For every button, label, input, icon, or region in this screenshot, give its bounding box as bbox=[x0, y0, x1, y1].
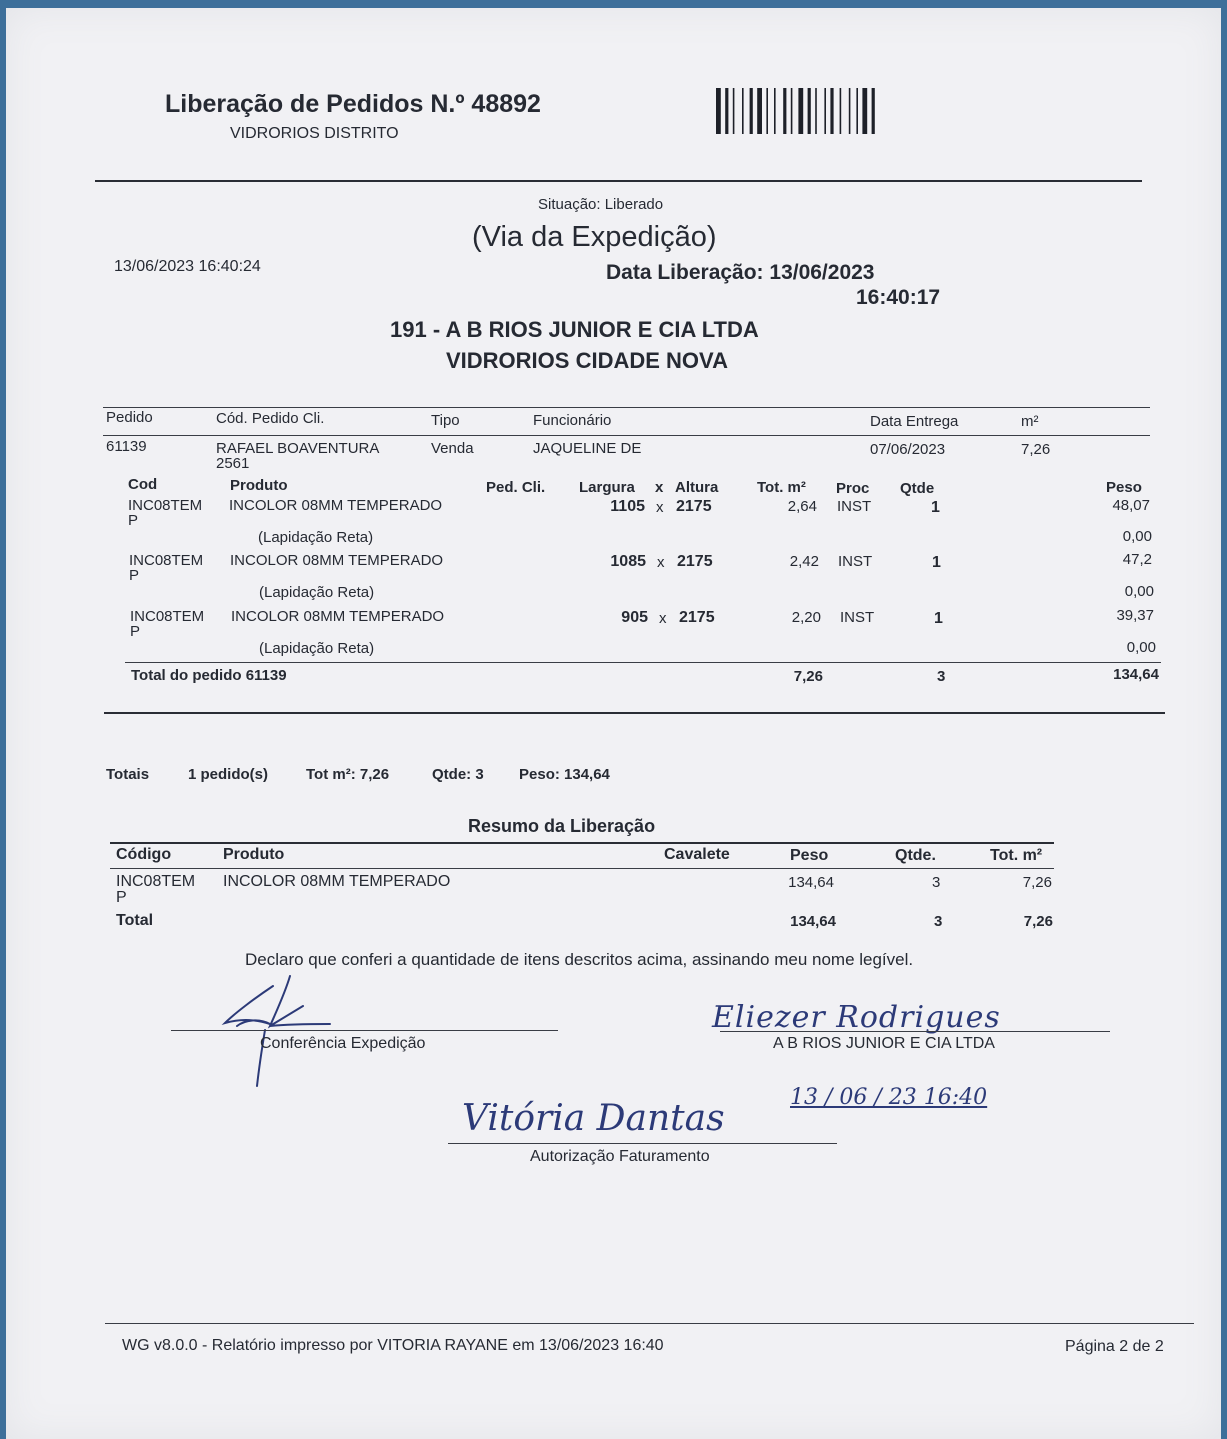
col-pedido: Pedido bbox=[106, 409, 153, 426]
summary-total-qty: 3 bbox=[934, 913, 943, 930]
copy-type: (Via da Expedição) bbox=[472, 221, 717, 253]
items-col-qtde: Qtde bbox=[900, 480, 935, 497]
summary-row-code: INC08TEM bbox=[116, 873, 196, 890]
totals-orders: 1 pedido(s) bbox=[188, 766, 269, 783]
items-col-largura: Largura bbox=[579, 479, 635, 496]
client-signature-label: A B RIOS JUNIOR E CIA LTDA bbox=[773, 1035, 995, 1052]
conferencia-signature bbox=[215, 968, 345, 1088]
items-col-x: x bbox=[655, 479, 664, 496]
summary-row-product: INCOLOR 08MM TEMPERADO bbox=[223, 873, 451, 890]
item-code: INC08TEM bbox=[128, 497, 203, 514]
printed-timestamp: 13/06/2023 16:40:24 bbox=[114, 258, 261, 275]
page-number: Página 2 de 2 bbox=[1065, 1338, 1164, 1355]
release-date: Data Liberação: 13/06/2023 bbox=[606, 261, 875, 284]
conferencia-label: Conferência Expedição bbox=[260, 1035, 426, 1052]
items-col-altura: Altura bbox=[675, 479, 719, 496]
col-funcionario: Funcionário bbox=[533, 412, 612, 429]
item-code: INC08TEM bbox=[129, 552, 204, 569]
items-col-proc: Proc bbox=[836, 480, 870, 497]
item-weight: 47,2 bbox=[1122, 551, 1152, 568]
summary-total-m2: 7,26 bbox=[1023, 913, 1053, 930]
company-name: VIDRORIOS DISTRITO bbox=[230, 125, 399, 142]
item-subdescription: (Lapidação Reta) bbox=[258, 529, 374, 546]
item-times: x bbox=[656, 499, 664, 516]
item-height: 2175 bbox=[676, 498, 712, 515]
divider bbox=[110, 868, 1054, 869]
summary-title: Resumo da Liberação bbox=[468, 816, 656, 836]
summary-total-label: Total bbox=[116, 912, 154, 929]
order-total-label: Total do pedido 61139 bbox=[131, 667, 287, 684]
summary-row-qty: 3 bbox=[932, 874, 941, 891]
summary-col-tot-m2: Tot. m² bbox=[990, 847, 1043, 864]
order-employee: JAQUELINE DE bbox=[533, 440, 642, 457]
item-times: x bbox=[659, 610, 667, 627]
item-code-cont: P bbox=[129, 567, 140, 584]
totals-label: Totais bbox=[106, 766, 150, 783]
signature-line bbox=[720, 1031, 1110, 1032]
divider bbox=[105, 1323, 1194, 1324]
item-width: 905 bbox=[621, 609, 648, 626]
item-qty: 1 bbox=[931, 499, 940, 516]
signature-line bbox=[448, 1143, 837, 1144]
signature-line bbox=[171, 1030, 558, 1031]
divider bbox=[103, 407, 1150, 408]
footer-print-info: WG v8.0.0 - Relatório impresso por VITORIA RAYANE em 13/06/2023 16:40 bbox=[122, 1337, 664, 1354]
item-sub-weight: 0,00 bbox=[1122, 528, 1152, 545]
totals-weight: Peso: 134,64 bbox=[519, 766, 610, 783]
summary-col-qtde: Qtde. bbox=[895, 847, 936, 864]
summary-col-peso: Peso bbox=[790, 847, 829, 864]
status-text: Situação: Liberado bbox=[538, 196, 664, 213]
declaration-text: Declaro que conferi a quantidade de itens descritos acima, assinando meu nome legível. bbox=[245, 950, 914, 969]
divider bbox=[125, 662, 1161, 663]
summary-col-produto: Produto bbox=[223, 846, 285, 863]
summary-row-weight: 134,64 bbox=[788, 874, 834, 891]
col-data-entrega: Data Entrega bbox=[870, 413, 959, 430]
item-width: 1105 bbox=[610, 498, 645, 515]
item-weight: 48,07 bbox=[1112, 497, 1150, 514]
order-client-ref-2: 2561 bbox=[216, 455, 250, 472]
order-type: Venda bbox=[431, 440, 474, 457]
divider bbox=[103, 435, 1150, 436]
release-time: 16:40:17 bbox=[856, 286, 941, 309]
handwritten-date: 13 / 06 / 23 16:40 bbox=[790, 1085, 988, 1110]
order-m2: 7,26 bbox=[1021, 441, 1051, 458]
client-handwritten-signature: Eliezer Rodrigues bbox=[712, 1000, 1001, 1035]
item-product: INCOLOR 08MM TEMPERADO bbox=[229, 497, 443, 514]
order-total-m2: 7,26 bbox=[793, 668, 823, 685]
item-qty: 1 bbox=[934, 610, 943, 627]
item-code-cont: P bbox=[130, 623, 141, 640]
autorizacao-handwritten-signature: Vitória Dantas bbox=[462, 1098, 725, 1139]
item-sub-weight: 0,00 bbox=[1126, 639, 1156, 656]
item-m2: 2,20 bbox=[791, 609, 821, 626]
items-col-tot-m2: Tot. m² bbox=[757, 479, 806, 496]
items-col-ped-cli: Ped. Cli. bbox=[486, 479, 546, 496]
item-subdescription: (Lapidação Reta) bbox=[259, 640, 375, 657]
item-width: 1085 bbox=[610, 553, 646, 570]
divider bbox=[104, 712, 1165, 714]
item-m2: 2,64 bbox=[787, 498, 817, 515]
order-client-ref: RAFAEL BOAVENTURA bbox=[216, 440, 380, 457]
item-code: INC08TEM bbox=[130, 608, 205, 625]
item-sub-weight: 0,00 bbox=[1124, 583, 1154, 600]
order-number: 61139 bbox=[106, 438, 147, 455]
item-product: INCOLOR 08MM TEMPERADO bbox=[230, 552, 444, 569]
barcode bbox=[716, 88, 900, 134]
items-col-produto: Produto bbox=[230, 477, 288, 494]
client-name: 191 - A B RIOS JUNIOR E CIA LTDA bbox=[390, 317, 759, 342]
item-proc: INST bbox=[837, 498, 872, 515]
items-col-cod: Cod bbox=[128, 476, 158, 493]
divider bbox=[95, 180, 1142, 182]
client-store: VIDRORIOS CIDADE NOVA bbox=[446, 348, 728, 373]
autorizacao-label: Autorização Faturamento bbox=[530, 1148, 710, 1165]
summary-row-m2: 7,26 bbox=[1022, 874, 1052, 891]
summary-row-code-cont: P bbox=[116, 889, 127, 906]
order-total-qty: 3 bbox=[937, 668, 946, 685]
order-delivery-date: 07/06/2023 bbox=[870, 441, 946, 458]
item-subdescription: (Lapidação Reta) bbox=[259, 584, 375, 601]
item-times: x bbox=[657, 554, 665, 571]
item-proc: INST bbox=[840, 609, 875, 626]
totals-m2: Tot m²: 7,26 bbox=[306, 766, 390, 783]
col-m2: m² bbox=[1021, 413, 1039, 430]
item-weight: 39,37 bbox=[1116, 607, 1154, 624]
order-total-weight: 134,64 bbox=[1113, 666, 1159, 683]
item-height: 2175 bbox=[677, 553, 713, 570]
item-height: 2175 bbox=[679, 609, 715, 626]
item-product: INCOLOR 08MM TEMPERADO bbox=[231, 608, 445, 625]
items-col-peso: Peso bbox=[1106, 479, 1142, 496]
col-tipo: Tipo bbox=[431, 412, 460, 429]
summary-col-cavalete: Cavalete bbox=[664, 846, 730, 863]
summary-col-codigo: Código bbox=[116, 846, 172, 863]
item-m2: 2,42 bbox=[789, 553, 819, 570]
item-qty: 1 bbox=[932, 554, 941, 571]
item-proc: INST bbox=[838, 553, 873, 570]
summary-total-weight: 134,64 bbox=[790, 913, 836, 930]
divider bbox=[110, 842, 1054, 844]
totals-qty: Qtde: 3 bbox=[432, 766, 484, 783]
col-cod-pedido-cli: Cód. Pedido Cli. bbox=[216, 410, 325, 427]
item-code-cont: P bbox=[128, 512, 139, 529]
document-title: Liberação de Pedidos N.º 48892 bbox=[165, 90, 541, 118]
